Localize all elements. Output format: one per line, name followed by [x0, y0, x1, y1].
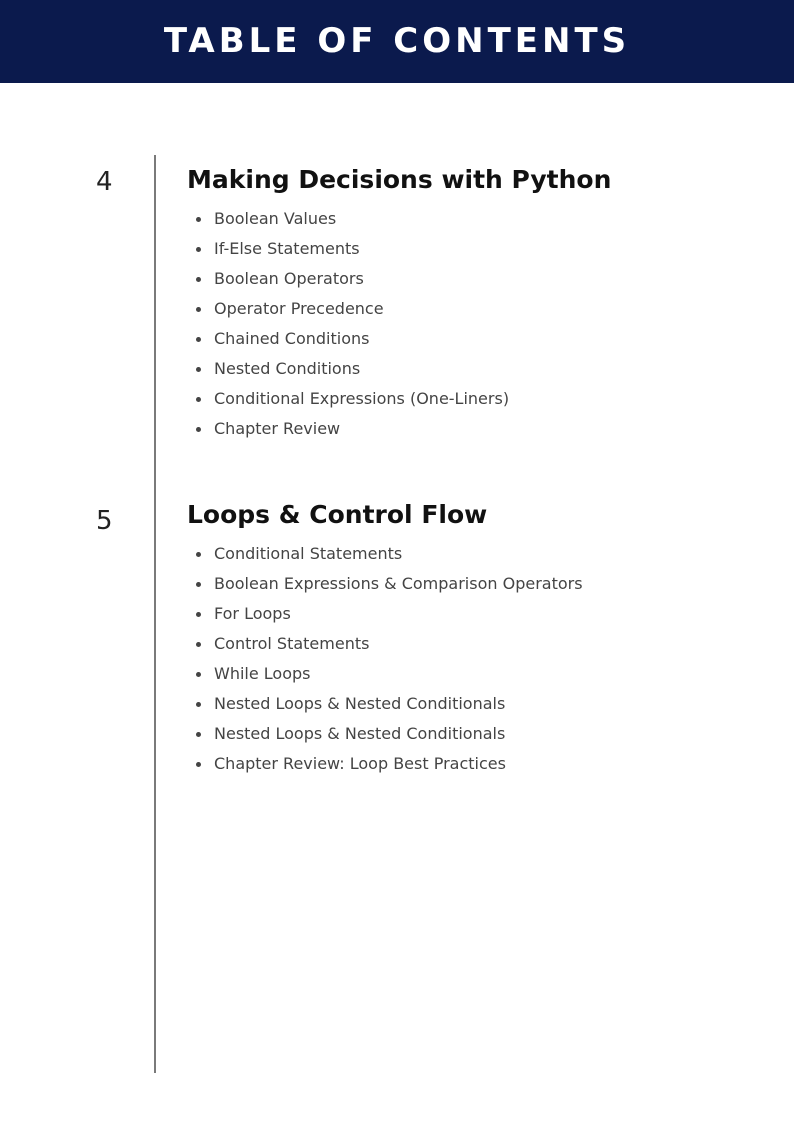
chapter-topic-list — [187, 543, 583, 783]
topic-item[interactable]: Control Statements — [187, 633, 583, 663]
topic-item[interactable]: Nested Loops & Nested Conditionals — [187, 693, 583, 723]
topic-item[interactable]: While Loops — [187, 663, 583, 693]
topic-item[interactable]: Operator Precedence — [187, 298, 509, 328]
vertical-divider — [154, 155, 156, 1073]
topic-item[interactable]: Boolean Operators — [187, 268, 509, 298]
topic-item[interactable]: Boolean Expressions & Comparison Operators — [187, 573, 583, 603]
header-banner — [0, 0, 794, 83]
chapter-number: 4 — [96, 167, 113, 197]
topic-item[interactable]: Conditional Expressions (One-Liners) — [187, 388, 509, 418]
chapter-number: 5 — [96, 506, 113, 536]
topic-item[interactable]: Chained Conditions — [187, 328, 509, 358]
chapter-title[interactable]: Loops & Control Flow — [187, 500, 488, 529]
topic-item[interactable]: Boolean Values — [187, 208, 509, 238]
topic-item[interactable]: If-Else Statements — [187, 238, 509, 268]
page-title: TABLE OF CONTENTS — [163, 20, 631, 61]
topic-item[interactable]: Conditional Statements — [187, 543, 583, 573]
topic-item[interactable]: Nested Conditions — [187, 358, 509, 388]
topic-item[interactable]: Chapter Review — [187, 418, 509, 448]
topic-item[interactable]: Nested Loops & Nested Conditionals — [187, 723, 583, 753]
topic-item[interactable]: For Loops — [187, 603, 583, 633]
chapter-title[interactable]: Making Decisions with Python — [187, 165, 612, 194]
topic-item[interactable]: Chapter Review: Loop Best Practices — [187, 753, 583, 783]
chapter-topic-list — [187, 208, 509, 448]
